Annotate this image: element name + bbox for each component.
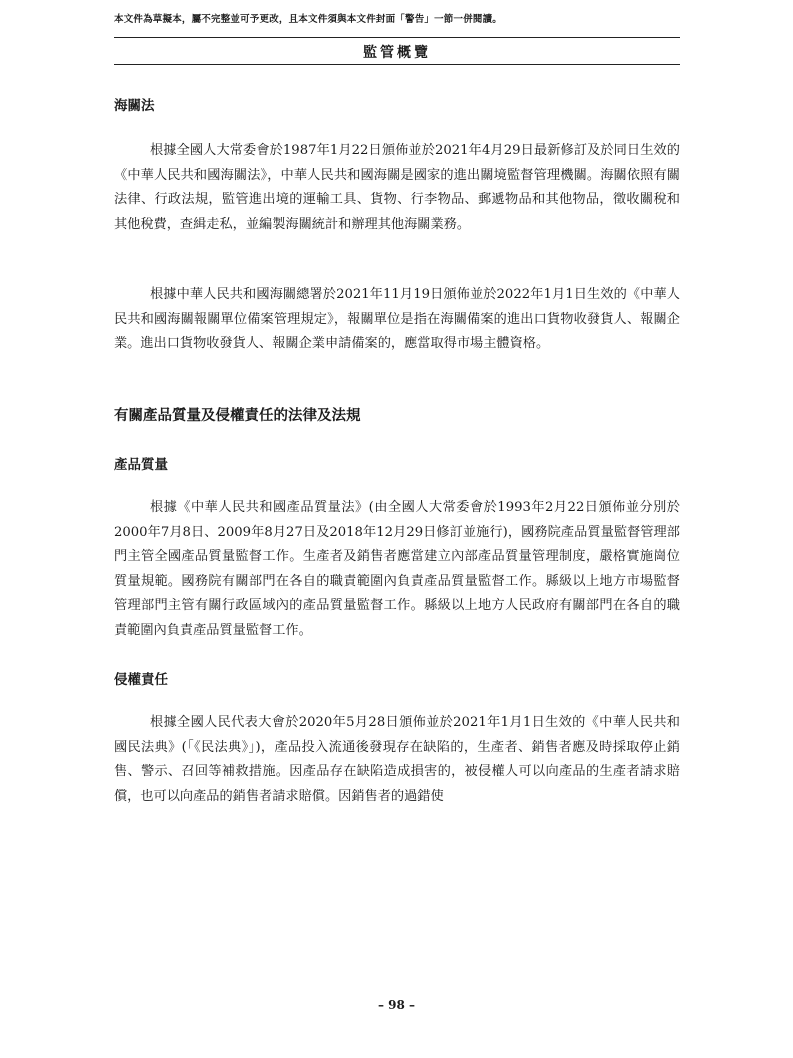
header-top-rule [114, 37, 680, 38]
heading-customs-law: 海關法 [114, 98, 155, 114]
paragraph-product-quality: 根據《中華人民共和國產品質量法》(由全國人大常委會於1993年2月22日頒佈並分別於2000年7月8日、2009年8月27日及2018年12月29日修訂並施行)，國務院產品質量監督管理部門主管全國產品質量監督工作。生產者及銷售者應當建立內部產品質量管理制度，嚴格實施崗位質量規範。國務院有關部門在各自的職責範圍內負責產品質量監督工作。縣級以上地方市場監督管理部門主管有關行政區域內的產品質量監督工作。縣級以上地方人民政府有關部門在各自的職責範圍內負責產品質量監督工作。 [114, 500, 680, 638]
heading-product-quality: 產品質量 [114, 457, 168, 473]
paragraph-customs-law-2: 根據中華人民共和國海關總署於2021年11月19日頒佈並於2022年1月1日生效的《中華人民共和國海關報關單位備案管理規定》，報關單位是指在海關備案的進出口貨物收發貨人、報關企業。進出口貨物收發貨人、報關企業申請備案的，應當取得市場主體資格。 [114, 287, 680, 352]
paragraph-customs-law-1: 根據全國人大常委會於1987年1月22日頒佈並於2021年4月29日最新修訂及於同日生效的《中華人民共和國海關法》，中華人民共和國海關是國家的進出關境監督管理機關。海關依照有關法律、行政法規，監管進出境的運輸工具、貨物、行李物品、郵遞物品和其他物品，徵收關稅和其他稅費，查緝走私，並編製海關統計和辦理其他海關業務。 [114, 143, 680, 232]
heading-product-laws: 有關產品質量及侵權責任的法律及法規 [114, 408, 361, 424]
paragraph-tort-liability: 根據全國人民代表大會於2020年5月28日頒佈並於2021年1月1日生效的《中華人民共和國民法典》(「《民法典》」)，產品投入流通後發現存在缺陷的，生產者、銷售者應及時採取停止銷售、警示、召回等補救措施。因產品存在缺陷造成損害的，被侵權人可以向產品的生產者請求賠償，也可以向產品的銷售者請求賠償。因銷售者的過錯使 [114, 715, 680, 804]
section-title: 監管概覽 [363, 45, 431, 61]
heading-tort-liability: 侵權責任 [114, 672, 168, 688]
header-bottom-rule [114, 64, 680, 65]
page-number: – 98 – [377, 998, 416, 1012]
draft-disclaimer: 本文件為草擬本，屬不完整並可予更改，且本文件須與本文件封面「警告」一節一併閱讀。 [114, 14, 503, 25]
